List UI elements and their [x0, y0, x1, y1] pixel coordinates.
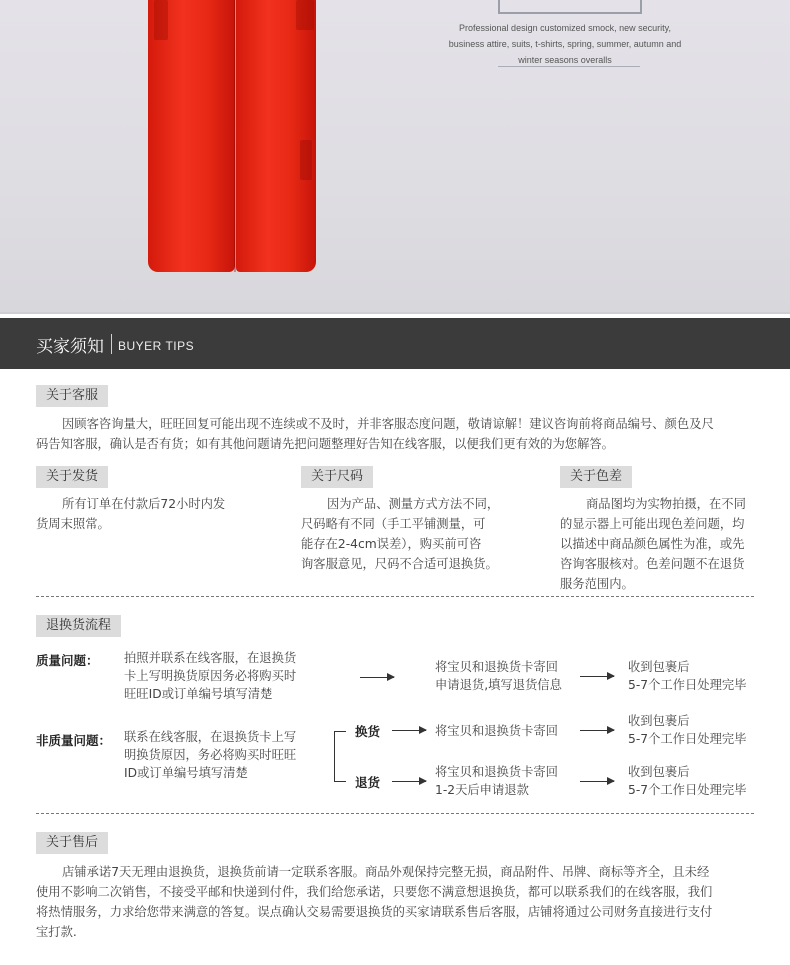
non-quality-desc-line-1: 联系在线客服，在退换货卡上写 [124, 730, 297, 744]
arrow-right-icon [392, 730, 426, 731]
quality-step1-line-2: 申请退货,填写退货信息 [435, 678, 562, 692]
product-hero-image [0, 0, 790, 314]
refund-step2-line-1: 收到包裹后 [628, 765, 690, 779]
size-line-4: 询客服意见，尺码不合适可退换货。 [301, 557, 498, 571]
after-sales-tag: 关于售后 [36, 832, 108, 854]
quality-step-processing [628, 658, 756, 694]
quality-desc-line-2: 卡上写明换货原因务必将购买时 [124, 669, 297, 683]
branch-tick-refund [334, 781, 346, 782]
exchange-label: 换货 [355, 724, 381, 739]
exchange-step2-line-2: 5-7个工作日处理完毕 [628, 732, 747, 746]
arrow-right-icon [580, 730, 614, 731]
size-line-1: 因为产品、测量方式方法不同， [327, 497, 500, 511]
overalls-cargo-pocket [296, 0, 314, 30]
refund-step-send-back [435, 763, 595, 799]
quality-issue-label: 质量问题： [36, 653, 99, 668]
quality-step2-line-1: 收到包裹后 [628, 660, 690, 674]
non-quality-issue-label: 非质量问题： [36, 733, 112, 748]
non-quality-desc-line-3: ID或订单编号填写清楚 [124, 766, 248, 780]
overalls-left-leg [148, 0, 235, 272]
hero-caption-line-1: Professional design customized smock, new security, [459, 23, 671, 33]
refund-label: 退货 [355, 775, 381, 790]
caption-frame [498, 0, 642, 14]
customer-service-line-1: 因顾客咨询量大，旺旺回复可能出现不连续或不及时，并非客服态度问题，敬请谅解！建议咨询前将商品编号、颜色及尺 [62, 417, 714, 431]
hero-caption-line-3: winter seasons overalls [518, 55, 612, 65]
overalls-pocket [154, 0, 168, 40]
quality-step2-line-2: 5-7个工作日处理完毕 [628, 678, 747, 692]
branch-tick-exchange [334, 731, 346, 732]
overalls-right-leg [236, 0, 316, 272]
overalls-knee-pocket [300, 140, 312, 180]
shipping-line-2: 货周末照常。 [36, 517, 110, 531]
hero-caption [420, 20, 710, 68]
arrow-right-icon [392, 781, 426, 782]
buyer-tips-header [0, 318, 790, 369]
exchange-step-send-back: 将宝贝和退换货卡寄回 [435, 724, 558, 738]
shipping-line-1: 所有订单在付款后72小时内发 [62, 497, 226, 511]
arrow-right-icon [580, 676, 614, 677]
non-quality-issue-description [124, 728, 334, 782]
overalls-seam [234, 0, 236, 272]
refund-step1-line-1: 将宝贝和退换货卡寄回 [435, 765, 558, 779]
caption-frame-bottom [498, 66, 640, 67]
color-diff-text [560, 494, 765, 594]
size-line-2: 尺码略有不同（手工平铺测量，可 [301, 517, 486, 531]
after-sales-line-4: 宝打款. [36, 925, 77, 939]
header-separator [111, 334, 112, 354]
shipping-tag: 关于发货 [36, 466, 108, 488]
quality-step-send-back [435, 658, 595, 694]
section-divider [36, 596, 754, 597]
header-title-cn: 买家须知 [36, 337, 104, 357]
size-tag: 关于尺码 [301, 466, 373, 488]
quality-desc-line-1: 拍照并联系在线客服，在退换货 [124, 651, 297, 665]
color-diff-line-4: 咨询客服核对。色差问题不在退货 [560, 557, 745, 571]
hero-caption-line-2: business attire, suits, t-shirts, spring, summer, autumn and [448, 39, 682, 49]
customer-service-text [36, 414, 766, 454]
size-text [301, 494, 521, 574]
after-sales-text [36, 862, 766, 942]
color-diff-line-3: 以描述中商品颜色属性为准，或先 [560, 537, 745, 551]
non-quality-desc-line-2: 明换货原因，务必将购买时旺旺 [124, 748, 297, 762]
quality-desc-line-3: 旺旺ID或订单编号填写清楚 [124, 687, 273, 701]
hero-divider [0, 312, 790, 314]
color-diff-line-2: 的显示器上可能出现色差问题，均 [560, 517, 745, 531]
after-sales-line-2: 使用不影响二次销售，不接受平邮和快递到付件，我们给您承诺，只要您不满意想退换货，都可以联系我们的在线客服，我们 [36, 885, 713, 899]
size-line-3: 能存在2-4cm误差），购买前可咨 [301, 537, 482, 551]
quality-issue-description [124, 649, 324, 703]
quality-step1-line-1: 将宝贝和退换货卡寄回 [435, 660, 558, 674]
shipping-text [36, 494, 256, 534]
refund-step2-line-2: 5-7个工作日处理完毕 [628, 783, 747, 797]
arrow-right-icon [580, 781, 614, 782]
exchange-step-processing [628, 712, 756, 748]
customer-service-tag: 关于客服 [36, 385, 108, 407]
section-divider [36, 813, 754, 814]
customer-service-line-2: 码告知客服，确认是否有货；如有其他问题请先把问题整理好告知在线客服，以便我们更有效的为您解答。 [36, 437, 614, 451]
branch-bracket [334, 731, 335, 781]
header-title-en: BUYER TIPS [118, 339, 195, 353]
refund-step1-line-2: 1-2天后申请退款 [435, 783, 529, 797]
after-sales-line-3: 将热情服务，力求给您带来满意的答复。误点确认交易需要退换货的买家请联系售后客服，店铺将通过公司财务直接进行支付 [36, 905, 713, 919]
exchange-step2-line-1: 收到包裹后 [628, 714, 690, 728]
after-sales-line-1: 店铺承诺7天无理由退换货，退换货前请一定联系客服。商品外观保持完整无损，商品附件、吊牌、商标等齐全，且未经 [62, 865, 710, 879]
color-diff-line-1: 商品图均为实物拍摄，在不同 [586, 497, 746, 511]
color-diff-tag: 关于色差 [560, 466, 632, 488]
color-diff-line-5: 服务范围内。 [560, 577, 634, 591]
returns-process-tag: 退换货流程 [36, 615, 121, 637]
arrow-right-icon [360, 677, 394, 678]
refund-step-processing [628, 763, 756, 799]
